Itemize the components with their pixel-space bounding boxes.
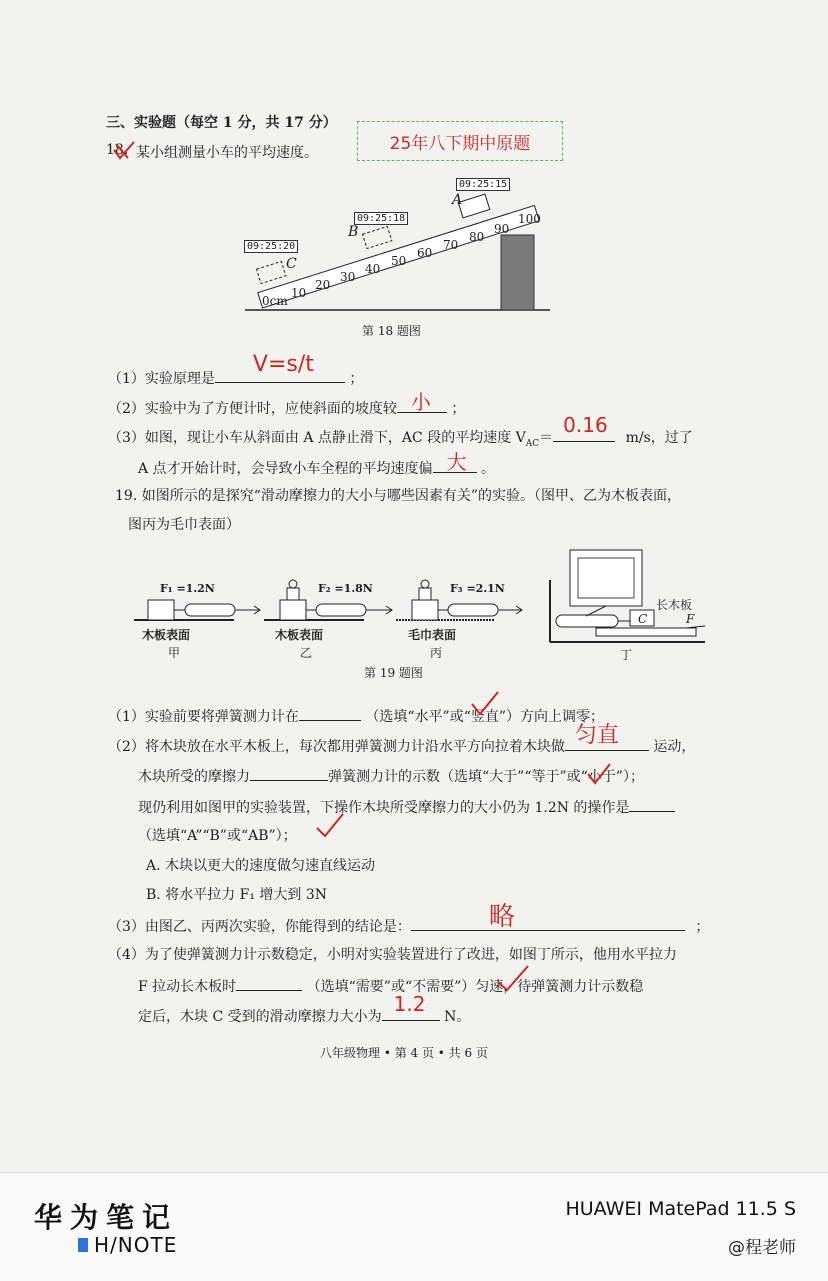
timestamp-c: 09:25:20 xyxy=(244,234,298,253)
force-f2: F₂ =1.8N xyxy=(318,582,373,595)
author-tag: @程老师 xyxy=(728,1238,796,1258)
handwritten-note: 25年八下期中原题 xyxy=(357,121,563,161)
figure-name-1: 甲 xyxy=(168,646,181,660)
brand-name-cn: 华为笔记 xyxy=(34,1201,179,1234)
check-mark-icon xyxy=(496,964,530,994)
q18-p3-answer2: 大 xyxy=(446,450,467,474)
page-footer: 八年级物理 • 第 4 页 • 共 6 页 xyxy=(320,1046,488,1060)
q18-p2: （2）实验中为了方便计时，应使斜面的坡度较 小 ； xyxy=(108,396,465,418)
section-title: 三、实验题（每空 1 分，共 17 分） xyxy=(106,115,337,131)
q19-p4-line2: F 拉动长木板时 （选填“需要”或“不需要”）匀速，待弹簧测力计示数稳 xyxy=(138,974,643,996)
timestamp-b: 09:25:18 xyxy=(354,206,408,225)
q19-option-a: A. 木块以更大的速度做匀速直线运动 xyxy=(146,858,376,874)
q19-p2: （2）将木块放在水平木板上，每次都用弹簧测力计沿水平方向拉着木块做 匀直 运动， xyxy=(108,734,695,756)
ruler-tick-100: 100 xyxy=(518,212,541,226)
ruler-tick-60: 60 xyxy=(417,246,433,260)
force-f1: F₁ =1.2N xyxy=(160,582,215,595)
q18-p3-line2: A 点才开始计时，会导致小车全程的平均速度偏 大 。 xyxy=(138,456,495,478)
check-mark-icon xyxy=(315,812,345,840)
q18-p1: （1）实验原理是 V=s/t ； xyxy=(108,352,364,387)
q19-p3-answer: 略 xyxy=(488,902,515,932)
check-mark-icon xyxy=(586,762,612,786)
ruler-tick-0: 0cm xyxy=(262,294,288,308)
q18-p2-answer: 小 xyxy=(410,390,431,414)
surface-3: 毛巾表面 xyxy=(408,628,457,642)
surface-1: 木板表面 xyxy=(142,628,191,642)
check-mark-icon xyxy=(112,140,136,162)
q18-p3-answer: 0.16 xyxy=(563,413,608,437)
q19-p4-line3: 定后，木块 C 受到的滑动摩擦力大小为 1.2 N。 xyxy=(138,992,471,1025)
ruler-tick-40: 40 xyxy=(365,262,381,276)
q19-p2-line2: 木块所受的摩擦力 弹簧测力计的示数（选填“大于”“等于”或“小于”）； xyxy=(138,764,644,786)
q19-option-b: B. 将水平拉力 F₁ 增大到 3N xyxy=(146,887,328,903)
q19-p4-answer: 1.2 xyxy=(393,992,426,1016)
brand-name-en: H/NOTE xyxy=(94,1233,178,1257)
label-b: B xyxy=(348,224,359,240)
figure-name-2: 乙 xyxy=(300,646,313,660)
q18-caption: 第 18 题图 xyxy=(362,324,421,338)
q19-stem-line1: 19. 如图所示的是探究“滑动摩擦力的大小与哪些因素有关”的实验。（图甲、乙为木板表面， xyxy=(115,488,682,504)
block-c-label: C xyxy=(638,612,648,626)
timestamp-a: 09:25:15 xyxy=(456,172,510,191)
q18-p1-answer: V=s/t xyxy=(252,352,314,377)
force-f3: F₃ =2.1N xyxy=(450,582,505,595)
surface-2: 木板表面 xyxy=(275,628,324,642)
device-name: HUAWEI MatePad 11.5 S xyxy=(565,1198,796,1220)
q19-p2-line4: （选填“A”“B”或“AB”）； xyxy=(138,828,297,844)
figure-name-3: 丙 xyxy=(430,646,443,660)
ruler-tick-10: 10 xyxy=(291,286,307,300)
q19-p2-line3: 现仍利用如图甲的实验装置，下操作木块所受摩擦力的大小仍为 1.2N 的操作是 xyxy=(138,795,675,817)
label-a: A xyxy=(452,192,463,208)
q19-p2-answer: 匀直 xyxy=(574,723,619,748)
q18-p3: （3）如图，现让小车从斜面由 A 点静止滑下，AC 段的平均速度 $V_{AC}=$ 0.16 m/s，过了 xyxy=(108,413,693,449)
ruler-tick-20: 20 xyxy=(315,278,331,292)
q18-number: 18. xyxy=(106,142,129,158)
q19-caption: 第 19 题图 xyxy=(364,666,423,680)
ruler-tick-30: 30 xyxy=(340,270,356,284)
note-logo-icon xyxy=(78,1238,88,1252)
figure-name-4: 丁 xyxy=(620,648,633,662)
force-f-label: F xyxy=(686,612,695,626)
q19-stem-line2: 图丙为毛巾表面） xyxy=(128,517,240,533)
ruler-tick-80: 80 xyxy=(469,230,485,244)
q19-p1: （1）实验前要将弹簧测力计在 （选填“水平”或“竖直”）方向上调零； xyxy=(108,704,604,726)
q18-stem: 某小组测量小车的平均速度。 xyxy=(136,145,318,161)
q19-p3: （3）由图乙、丙两次实验，你能得到的结论是： 略 ； xyxy=(108,914,709,936)
long-board-label: 长木板 xyxy=(656,598,693,612)
ruler-tick-70: 70 xyxy=(443,238,459,252)
ruler-tick-50: 50 xyxy=(391,254,407,268)
q19-p4-line1: （4）为了使弹簧测力计示数稳定，小明对实验装置进行了改进，如图丁所示，他用水平拉力 xyxy=(108,947,677,963)
ruler-tick-90: 90 xyxy=(494,222,510,236)
label-c: C xyxy=(286,256,297,272)
check-mark-icon xyxy=(470,690,500,718)
